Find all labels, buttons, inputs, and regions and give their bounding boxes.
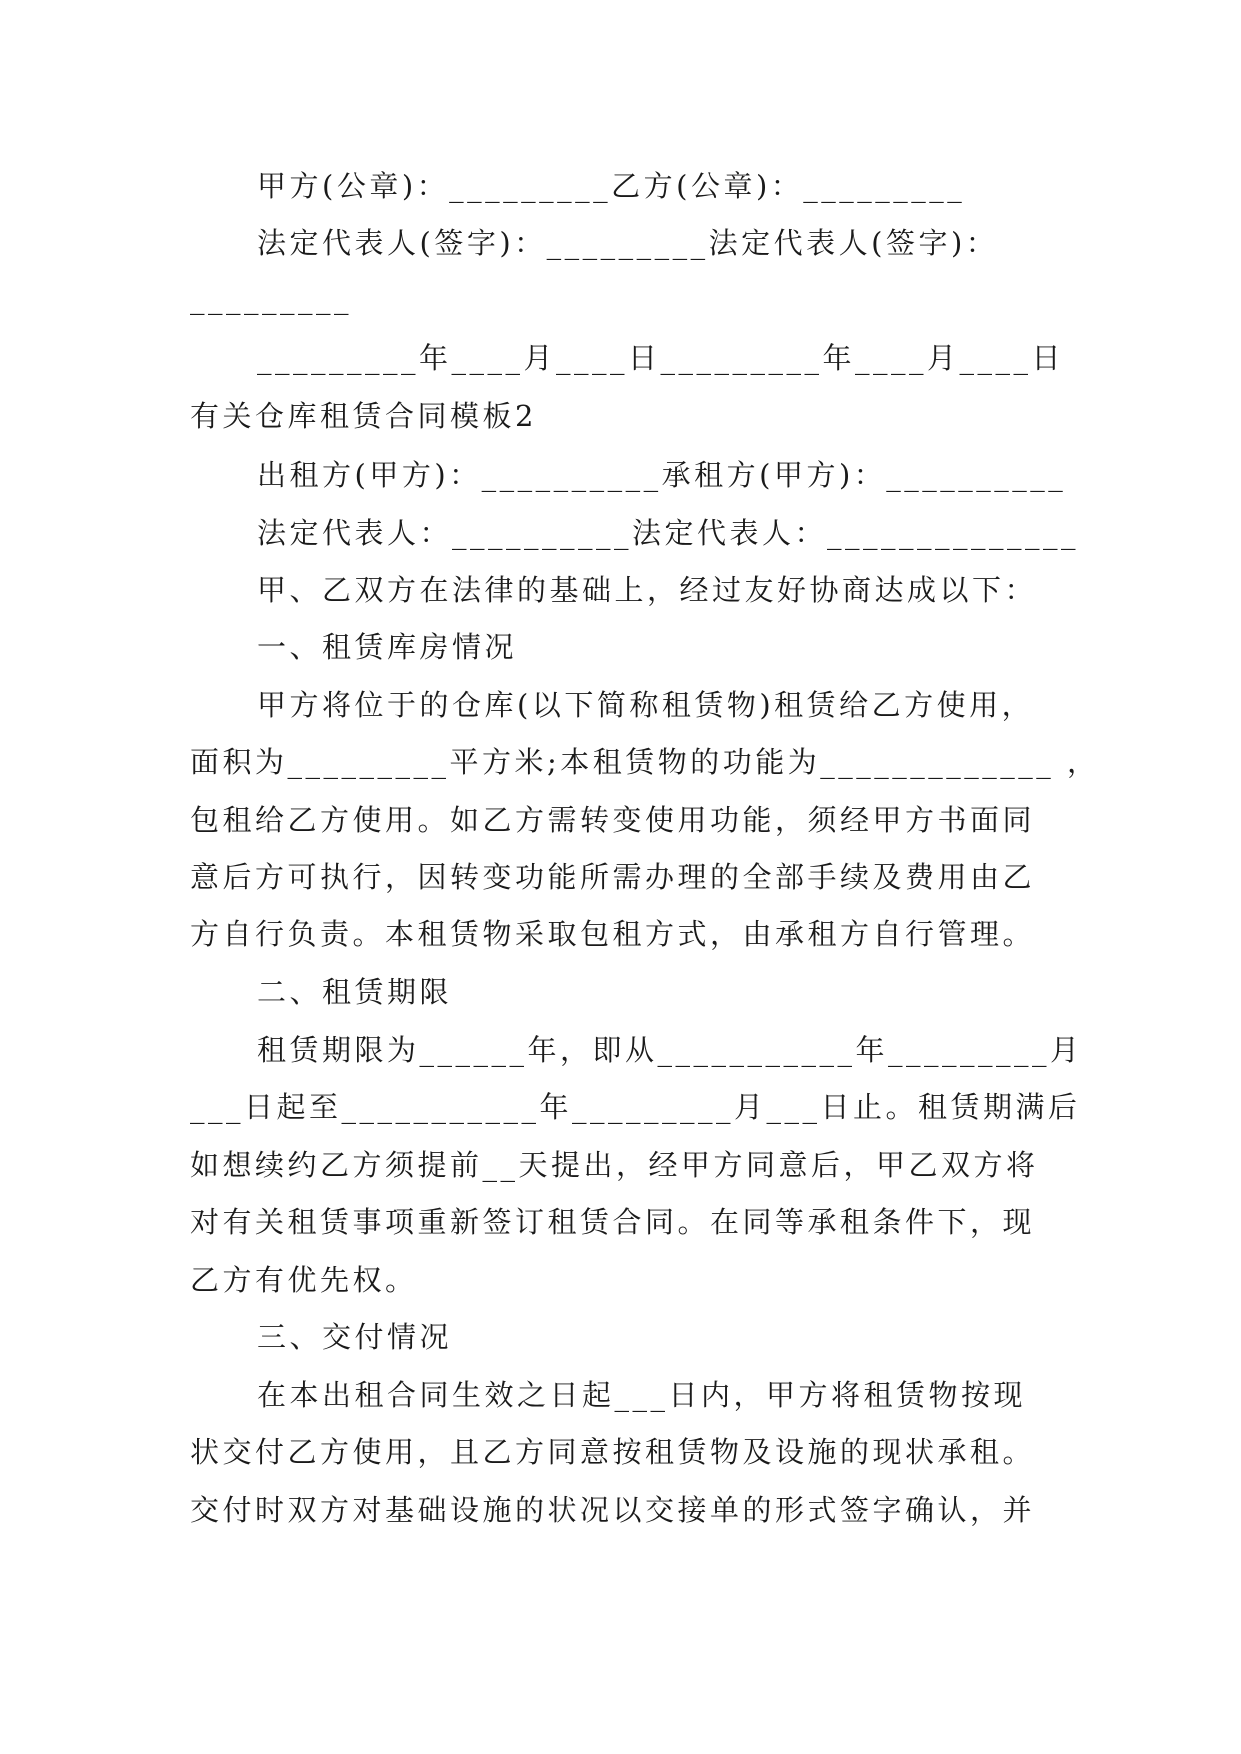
clause-heading: 二、租赁期限 xyxy=(257,975,453,1009)
body-line: 在本出租合同生效之日起___日内，甲方将租赁物按现 xyxy=(257,1378,1027,1412)
signature-date-line: _________年____月____日_________年____月____日 xyxy=(257,341,1065,375)
body-line: 包租给乙方使用。如乙方需转变使用功能，须经甲方书面同 xyxy=(190,803,1036,837)
body-line: 状交付乙方使用，且乙方同意按租赁物及设施的现状承租。 xyxy=(190,1435,1036,1469)
body-line: 意后方可执行，因转变功能所需办理的全部手续及费用由乙 xyxy=(190,860,1036,894)
body-line: 租赁期限为______年，即从___________年_________月 xyxy=(257,1033,1083,1067)
body-line: 方自行负责。本租赁物采取包租方式，由承租方自行管理。 xyxy=(190,917,1036,951)
body-line: 对有关租赁事项重新签订租赁合同。在同等承租条件下，现 xyxy=(190,1205,1036,1239)
body-line: 如想续约乙方须提前__天提出，经甲方同意后，甲乙双方将 xyxy=(190,1148,1039,1182)
section-title: 有关仓库租赁合同模板2 xyxy=(190,399,537,433)
party-line: 出租方(甲方)：__________承租方(甲方)：__________ xyxy=(257,458,1067,492)
clause-heading: 三、交付情况 xyxy=(257,1320,453,1354)
body-line: ___日起至___________年_________月___日止。租赁期满后 xyxy=(190,1090,1081,1124)
body-line: 甲方将位于的仓库(以下简称租赁物)租赁给乙方使用， xyxy=(257,688,1035,722)
signature-line-representative-continued: _________ xyxy=(190,281,352,315)
representative-line: 法定代表人：__________法定代表人：______________ xyxy=(257,516,1080,550)
body-line: 面积为_________平方米;本租赁物的功能为_____________ ， xyxy=(190,745,1100,779)
body-line: 交付时双方对基础设施的状况以交接单的形式签字确认，并 xyxy=(190,1493,1036,1527)
clause-heading: 一、租赁库房情况 xyxy=(257,630,518,664)
body-line: 乙方有优先权。 xyxy=(190,1263,418,1297)
preamble-line: 甲、乙双方在法律的基础上，经过友好协商达成以下： xyxy=(257,573,1038,607)
signature-line-representative: 法定代表人(签字)：_________法定代表人(签字)： xyxy=(257,226,999,260)
signature-line-seal: 甲方(公章)：_________乙方(公章)：_________ xyxy=(257,169,966,203)
